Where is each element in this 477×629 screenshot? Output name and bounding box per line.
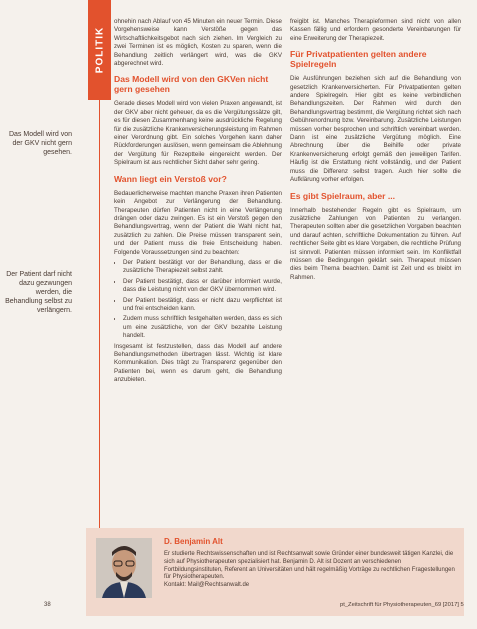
author-bio-text: Er studierte Rechtswissenschaften und ist Rechtsanwalt sowie Gründer einer bundesweit tätigen Kanzlei, die sich auf Physiotherapeuten spezialisiert hat. Benjamin D. Alt ist Dozent an verschiedenen Fortbildungsinstituten, Referent an Universitäten und hält regelmäßig Vorträge zu rechtlichen Fragestellungen für Physiotherapeuten. [164,551,455,581]
article-column-left [114,18,282,518]
paragraph: ohnehin nach Ablauf von 45 Minuten ein neuer Termin. Diese Vorgehensweise kann Verstöße gegen das Wirtschaftlichkeitsgebot nach sich ziehen. Im Vergleich zu zwei Terminen ist es möglich, Kosten zu sparen, wenn die Behandlung zeitlich verlängert wird, was die GKV abgerechnet wird. [114,18,282,68]
section-divider-line [99,100,100,600]
author-portrait-icon [96,538,152,598]
heading: Wann liegt ein Verstoß vor? [114,173,227,184]
heading: Es gibt Spielraum, aber ... [290,190,396,201]
list-item: • Der Patient bestätigt, dass er nicht dazu verpflichtet ist und frei entscheiden kann. [123,297,282,314]
paragraph: Insgesamt ist festzustellen, dass das Modell auf andere Behandlungsmethoden übertragen lässt. Wichtig ist klare Kommunikation. Dies trägt zu Transparenz gegenüber den Patienten bei, wenn es darum geht, die Behandlung anzubieten. [114,342,282,384]
author-contact: Kontakt: Mail@Rechtsanwalt.de [164,582,250,589]
side-note-2: Der Patient darf nicht dazu gezwungen werden, die Behandlung selbst zu verlängern. [5,271,72,314]
paragraph: freigibt ist. Manches Therapieformen sind nicht von allen Kassen fällig und erfordern gesonderte Vereinbarungen für eine Erweiterung der Therapiezeit. [290,18,461,42]
heading: Für Privatpatienten gelten andere Spielregeln [290,49,427,70]
article-column-right [290,18,461,518]
list-item: • Der Patient bestätigt vor der Behandlung, dass er die zusätzliche Therapiezeit selbst zahlt. [123,259,282,276]
author-name: D. Benjamin Alt [164,537,223,546]
list-item: • Zudem muss schriftlich festgehalten werden, dass es sich um eine zusätzliche, von der GKV bezahlte Leistung handelt. [123,315,282,340]
page-number: 38 [44,602,51,608]
heading: Das Modell wird von den GKVen nicht gern gesehen [114,74,269,95]
list-item: • Der Patient bestätigt, dass er darüber informiert wurde, dass die Leistung nicht von der GKV übernommen wird. [123,278,282,295]
side-note-1: Das Modell wird von der GKV nicht gern gesehen. [8,131,72,156]
paragraph: Innerhalb bestehender Regeln gibt es Spielraum, um zusätzliche Zahlungen von Patienten zu verlangen. Therapeuten sollten aber die gesetzlichen Vorgaben beachten und darauf achten, schriftliche Dokumentation zu führen. Auf rechtlicher Seite gibt es klare Vorgaben, die rechtliche Prüfung ist sinnvoll. Patienten müssen informiert sein. Im Konfliktfall müssen die Bedingungen geklärt sein. Therapeut müssen dies beim Thema beachten. Damit ist Zeit und es bleibt im Rahmen. [290,206,461,281]
paragraph: Gerade dieses Modell wird von vielen Praxen angewandt, ist der GKV aber nicht geheuer, da es die Vergütungssätze gilt, es für diesen Zusammenhang keine ausdrückliche Regelung für die zusätzliche Krankenversicherungsleistung im Rahmen einer Verordnung gibt. Ein solches Vorgehen kann daher Rückforderungen auslösen, wenn gemeinsam die Ablehnung der Vergütung für Rezeptteile eingereicht werden. Der Spielraum ist aus rechtlicher Sicht daher sehr gering. [114,100,282,167]
footer-publication: pt_Zeitschrift für Physiotherapeuten_69 [2017] 5 [340,602,464,608]
paragraph: Die Ausführungen beziehen sich auf die Behandlung von gesetzlich Krankenversicherten. Für Privatpatienten gelten andere Spielregeln. Hier gibt es keine verbindlichen Behandlungszeiten. Der Rahmen wird durch den Behandlungsvertrag bestimmt, die Vergütung richtet sich nach Gebührenordnung bzw. Vereinbarung. Zusätzliche Leistungen müssen vorher besprochen und schriftlich vereinbart werden. Dann ist eine zusätzliche Vergütung möglich. Eine Abrechnung über die Beihilfe oder private Krankenversicherung erfolgt gemäß den jeweiligen Tarifen. Häufig ist die Erstattung nicht vollständig, und der Patient muss die Differenz selbst tragen. Auch hier sollte die Aufklärung vorher erfolgen. [290,75,461,184]
author-bio [164,551,456,590]
requirements-list [114,259,282,341]
author-photo [96,538,152,598]
paragraph: Bedauerlicherweise machten manche Praxen ihren Patienten kein Angebot zur Verlängerung der Behandlung. Therapeuten dürfen Patienten nicht in eine Verlängerung drängen oder dazu zwingen. Es ist ein Verstoß gegen den Behandlungsvertrag, wenn der Patient die Wahl nicht hat, zusätzlich zu zahlen. Die Preise müssen transparent sein, und der Patient muss die freie Entscheidung haben. Folgende Voraussetzungen sind zu beachten: [114,189,282,256]
section-tab-label: POLITIK [94,26,106,74]
